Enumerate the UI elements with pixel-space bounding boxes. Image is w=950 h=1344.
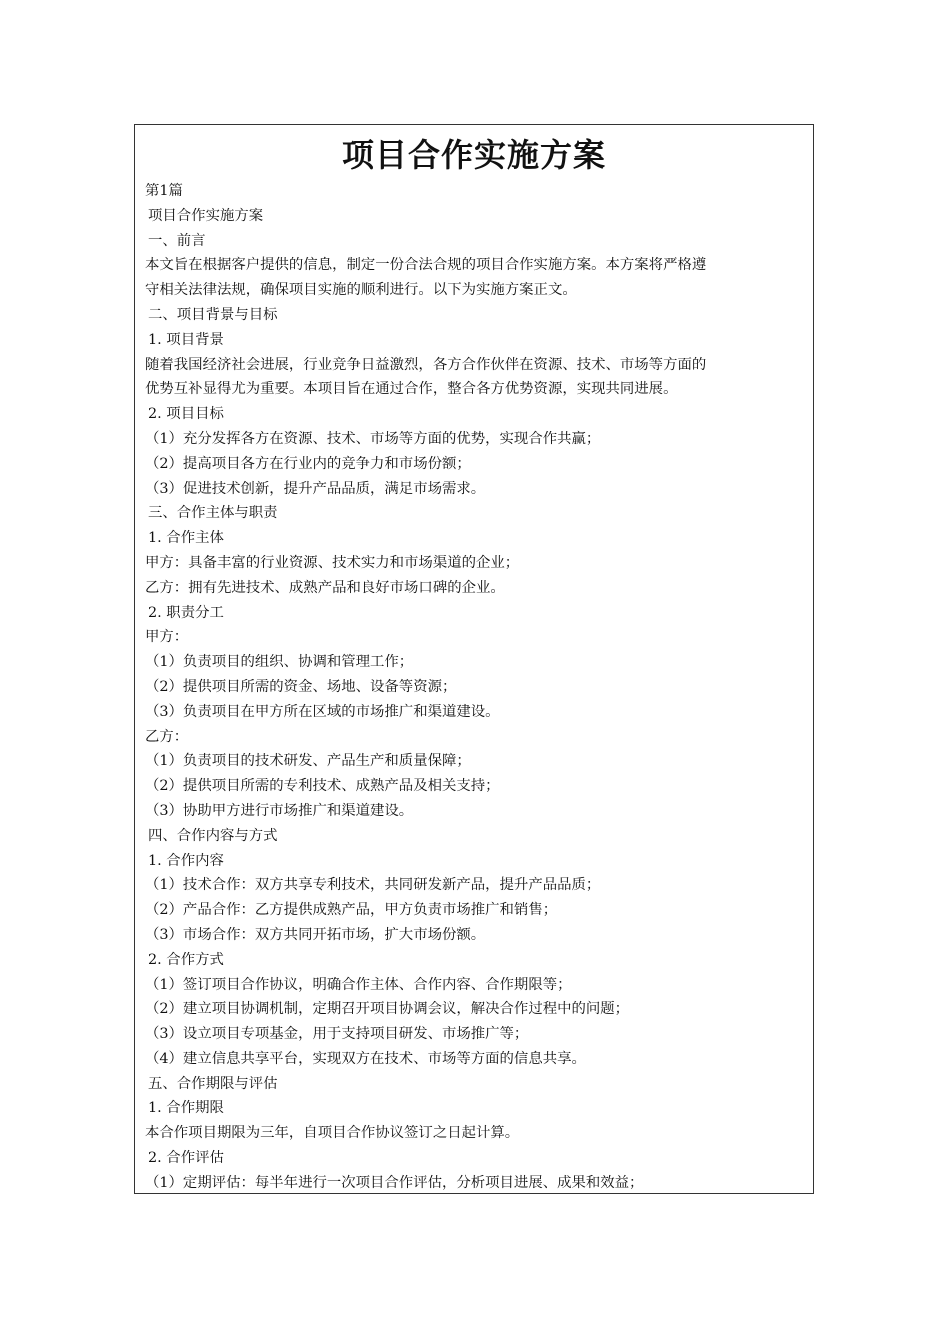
document-line: 乙方： (145, 728, 189, 745)
document-line: 随着我国经济社会进展，行业竞争日益激烈，各方合作伙伴在资源、技术、市场等方面的 (145, 356, 707, 373)
document-line: （2）提供项目所需的专利技术、成熟产品及相关支持； (145, 778, 500, 795)
document-line: 守相关法律法规，确保项目实施的顺利进行。以下为实施方案正文。 (145, 282, 577, 299)
document-line: （2）提高项目各方在行业内的竞争力和市场份额； (145, 455, 471, 472)
document-line: （1）技术合作：双方共享专利技术，共同研发新产品，提升产品品质； (145, 877, 601, 894)
document-line: 2. 合作评估 (148, 1150, 224, 1167)
document-line: 2. 职责分工 (148, 604, 224, 621)
document-line: 三、合作主体与职责 (148, 505, 278, 522)
document-line: 优势互补显得尤为重要。本项目旨在通过合作，整合各方优势资源，实现共同进展。 (145, 381, 678, 398)
document-line: 1. 合作内容 (148, 852, 224, 869)
document-line: （2）提供项目所需的资金、场地、设备等资源； (145, 678, 457, 695)
document-line: （2）建立项目协调机制，定期召开项目协调会议，解决合作过程中的问题； (145, 1001, 630, 1018)
document-line: （1）定期评估：每半年进行一次项目合作评估，分析项目进展、成果和效益； (145, 1174, 644, 1191)
document-line: （3）促进技术创新，提升产品品质，满足市场需求。 (145, 480, 486, 497)
document-line: 四、合作内容与方式 (148, 827, 278, 844)
document-line: 甲方：具备丰富的行业资源、技术实力和市场渠道的企业； (145, 554, 520, 571)
document-line: （3）负责项目在甲方所在区域的市场推广和渠道建设。 (145, 703, 500, 720)
document-line: （3）协助甲方进行市场推广和渠道建设。 (145, 802, 414, 819)
document-line: （4）建立信息共享平台，实现双方在技术、市场等方面的信息共享。 (145, 1050, 586, 1067)
document-line: （1）负责项目的技术研发、产品生产和质量保障； (145, 753, 471, 770)
document-line: 项目合作实施方案 (148, 207, 264, 224)
document-line: 五、合作期限与评估 (148, 1075, 278, 1092)
document-line: 2. 项目目标 (148, 406, 224, 423)
document-line: （1）签订项目合作协议，明确合作主体、合作内容、合作期限等； (145, 976, 572, 993)
document-line: 本合作项目期限为三年，自项目合作协议签订之日起计算。 (145, 1125, 520, 1142)
document-line: 一、前言 (148, 232, 206, 249)
document-line: 1. 项目背景 (148, 331, 224, 348)
document-line: 2. 合作方式 (148, 951, 224, 968)
document-line: 第1篇 (145, 183, 183, 199)
document-line: 本文旨在根据客户提供的信息，制定一份合法合规的项目合作实施方案。本方案将严格遵 (145, 257, 707, 274)
document-line: （3）市场合作：双方共同开拓市场，扩大市场份额。 (145, 926, 486, 943)
document-line: 1. 合作主体 (148, 530, 224, 547)
document-title: 项目合作实施方案 (341, 136, 606, 174)
document-line: （2）产品合作：乙方提供成熟产品，甲方负责市场推广和销售； (145, 902, 558, 919)
document-line: 1. 合作期限 (148, 1100, 224, 1117)
document-body (135, 179, 813, 1194)
document-line: （1）负责项目的组织、协调和管理工作； (145, 654, 414, 671)
document-line: 甲方： (145, 629, 189, 646)
document-line: （3）设立项目专项基金，用于支持项目研发、市场推广等； (145, 1026, 529, 1043)
document-line: 乙方：拥有先进技术、成熟产品和良好市场口碑的企业。 (145, 579, 505, 596)
document-line: （1）充分发挥各方在资源、技术、市场等方面的优势，实现合作共赢； (145, 430, 601, 447)
document-frame (134, 124, 814, 1194)
document-line: 二、项目背景与目标 (148, 306, 278, 323)
